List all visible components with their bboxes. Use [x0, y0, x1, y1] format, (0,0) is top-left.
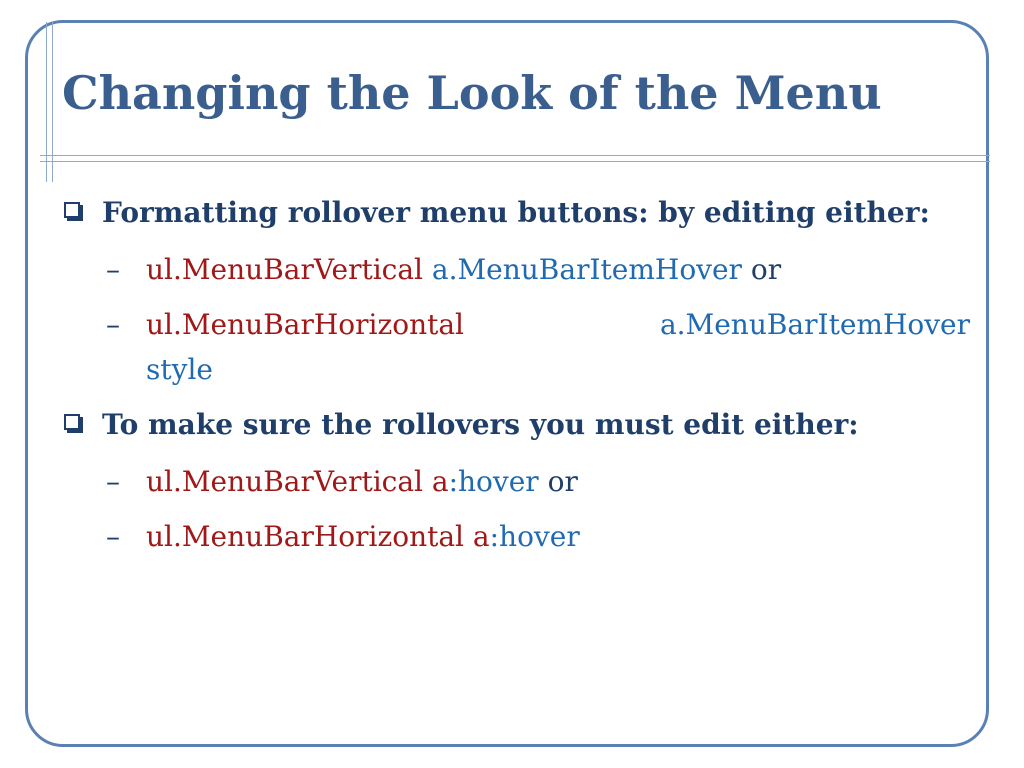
square-bullet-icon — [64, 202, 80, 218]
selector-text: :hover — [489, 520, 580, 553]
bullet-text: To make sure the rollovers you must edit either: — [102, 408, 859, 441]
justified-row — [146, 302, 970, 347]
selector-text: ul.MenuBarHorizontal a — [146, 520, 490, 553]
square-bullet-icon — [64, 414, 80, 430]
selector-text: style — [146, 353, 213, 386]
selector-text: ul.MenuBarHorizontal — [146, 308, 465, 341]
sub-bullet-item — [62, 514, 970, 559]
selector-text: :hover — [448, 465, 539, 498]
dash-bullet-icon: – — [106, 520, 120, 553]
sub-bullet-item — [62, 247, 970, 292]
selector-text: a.MenuBarItemHover — [431, 253, 742, 286]
guide-line-vertical — [46, 22, 47, 182]
dash-bullet-icon: – — [106, 308, 120, 341]
bullet-text: Formatting rollover menu buttons: by editing either: — [102, 196, 930, 229]
connector-text: or — [547, 465, 578, 498]
slide-title: Changing the Look of the Menu — [62, 66, 882, 120]
slide-content — [62, 190, 970, 569]
selector-text: ul.MenuBarVertical — [146, 253, 423, 286]
dash-bullet-icon: – — [106, 253, 120, 286]
guide-line-horizontal — [40, 155, 990, 156]
guide-line-vertical — [52, 22, 53, 182]
bullet-item — [62, 402, 970, 447]
bullet-item — [62, 190, 970, 235]
dash-bullet-icon: – — [106, 465, 120, 498]
selector-text: ul.MenuBarVertical a — [146, 465, 449, 498]
connector-text: or — [750, 253, 782, 286]
sub-bullet-item — [62, 302, 970, 392]
sub-bullet-item — [62, 459, 970, 504]
guide-line-horizontal — [40, 161, 990, 162]
selector-text: a.MenuBarItemHover — [659, 308, 970, 341]
